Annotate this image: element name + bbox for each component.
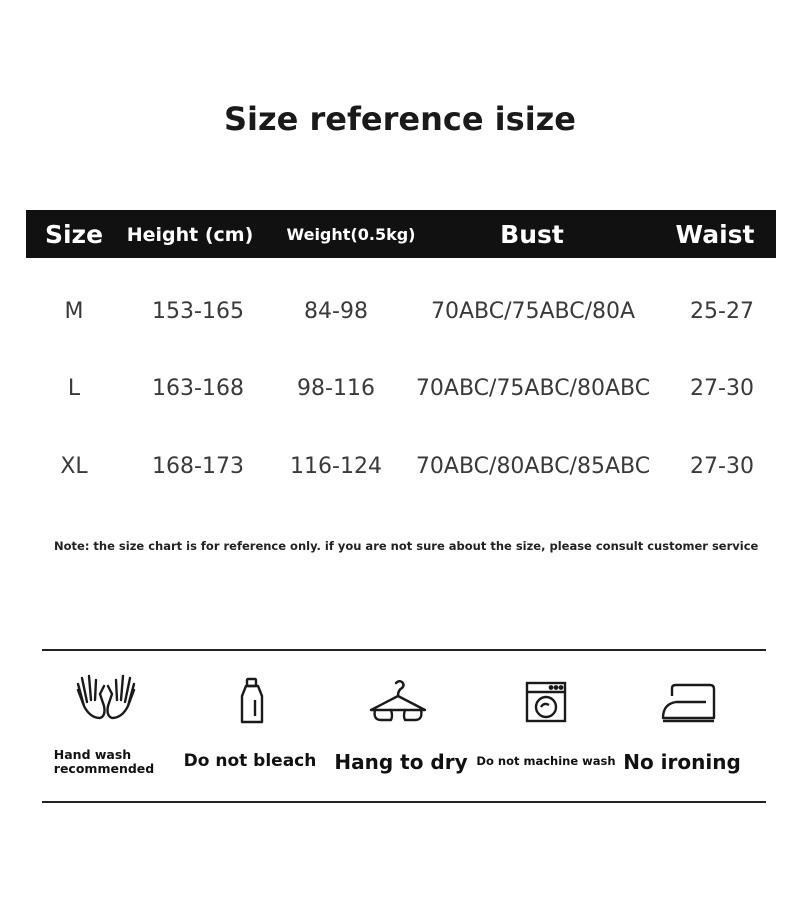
cell-waist: 25-27 — [690, 299, 754, 324]
iron-icon — [660, 682, 720, 728]
size-note: Note: the size chart is for reference only. if you are not sure about the size, please consult customer service — [54, 539, 759, 553]
header-bust: Bust — [500, 220, 564, 249]
care-label-ironing: No ironing — [623, 750, 741, 774]
hanger-icon — [367, 680, 429, 728]
cell-waist: 27-30 — [690, 376, 754, 401]
washing-machine-icon — [524, 680, 568, 728]
cell-height: 163-168 — [152, 376, 244, 401]
care-section-top-divider — [42, 649, 766, 651]
cell-weight: 84-98 — [304, 299, 368, 324]
bleach-bottle-icon — [236, 676, 268, 730]
cell-waist: 27-30 — [690, 454, 754, 479]
care-label-machine-wash: Do not machine wash — [476, 754, 616, 768]
care-label-line: Hand wash — [53, 747, 132, 762]
hand-wash-icon — [70, 672, 142, 728]
cell-height: 168-173 — [152, 454, 244, 479]
header-waist: Waist — [675, 220, 755, 249]
care-label-hang-dry: Hang to dry — [334, 750, 468, 774]
page-title: Size reference isize — [224, 100, 576, 138]
care-section-bottom-divider — [42, 801, 766, 803]
cell-size: M — [64, 299, 84, 324]
care-label-bleach: Do not bleach — [183, 751, 317, 771]
cell-height: 153-165 — [152, 299, 244, 324]
care-label-hand-wash — [54, 748, 154, 776]
table-row — [0, 447, 800, 487]
cell-weight: 98-116 — [297, 376, 375, 401]
header-size: Size — [44, 220, 104, 249]
care-label-line: recommended — [53, 761, 155, 776]
size-table-header — [26, 210, 776, 258]
cell-weight: 116-124 — [290, 454, 382, 479]
table-row — [0, 292, 800, 332]
cell-bust: 70ABC/75ABC/80ABC — [415, 376, 651, 401]
cell-bust: 70ABC/75ABC/80A — [430, 299, 636, 324]
table-row — [0, 369, 800, 409]
cell-size: L — [67, 376, 81, 401]
cell-bust: 70ABC/80ABC/85ABC — [415, 454, 651, 479]
cell-size: XL — [60, 454, 88, 479]
header-height: Height (cm) — [126, 224, 254, 246]
header-weight: Weight(0.5kg) — [286, 225, 416, 244]
